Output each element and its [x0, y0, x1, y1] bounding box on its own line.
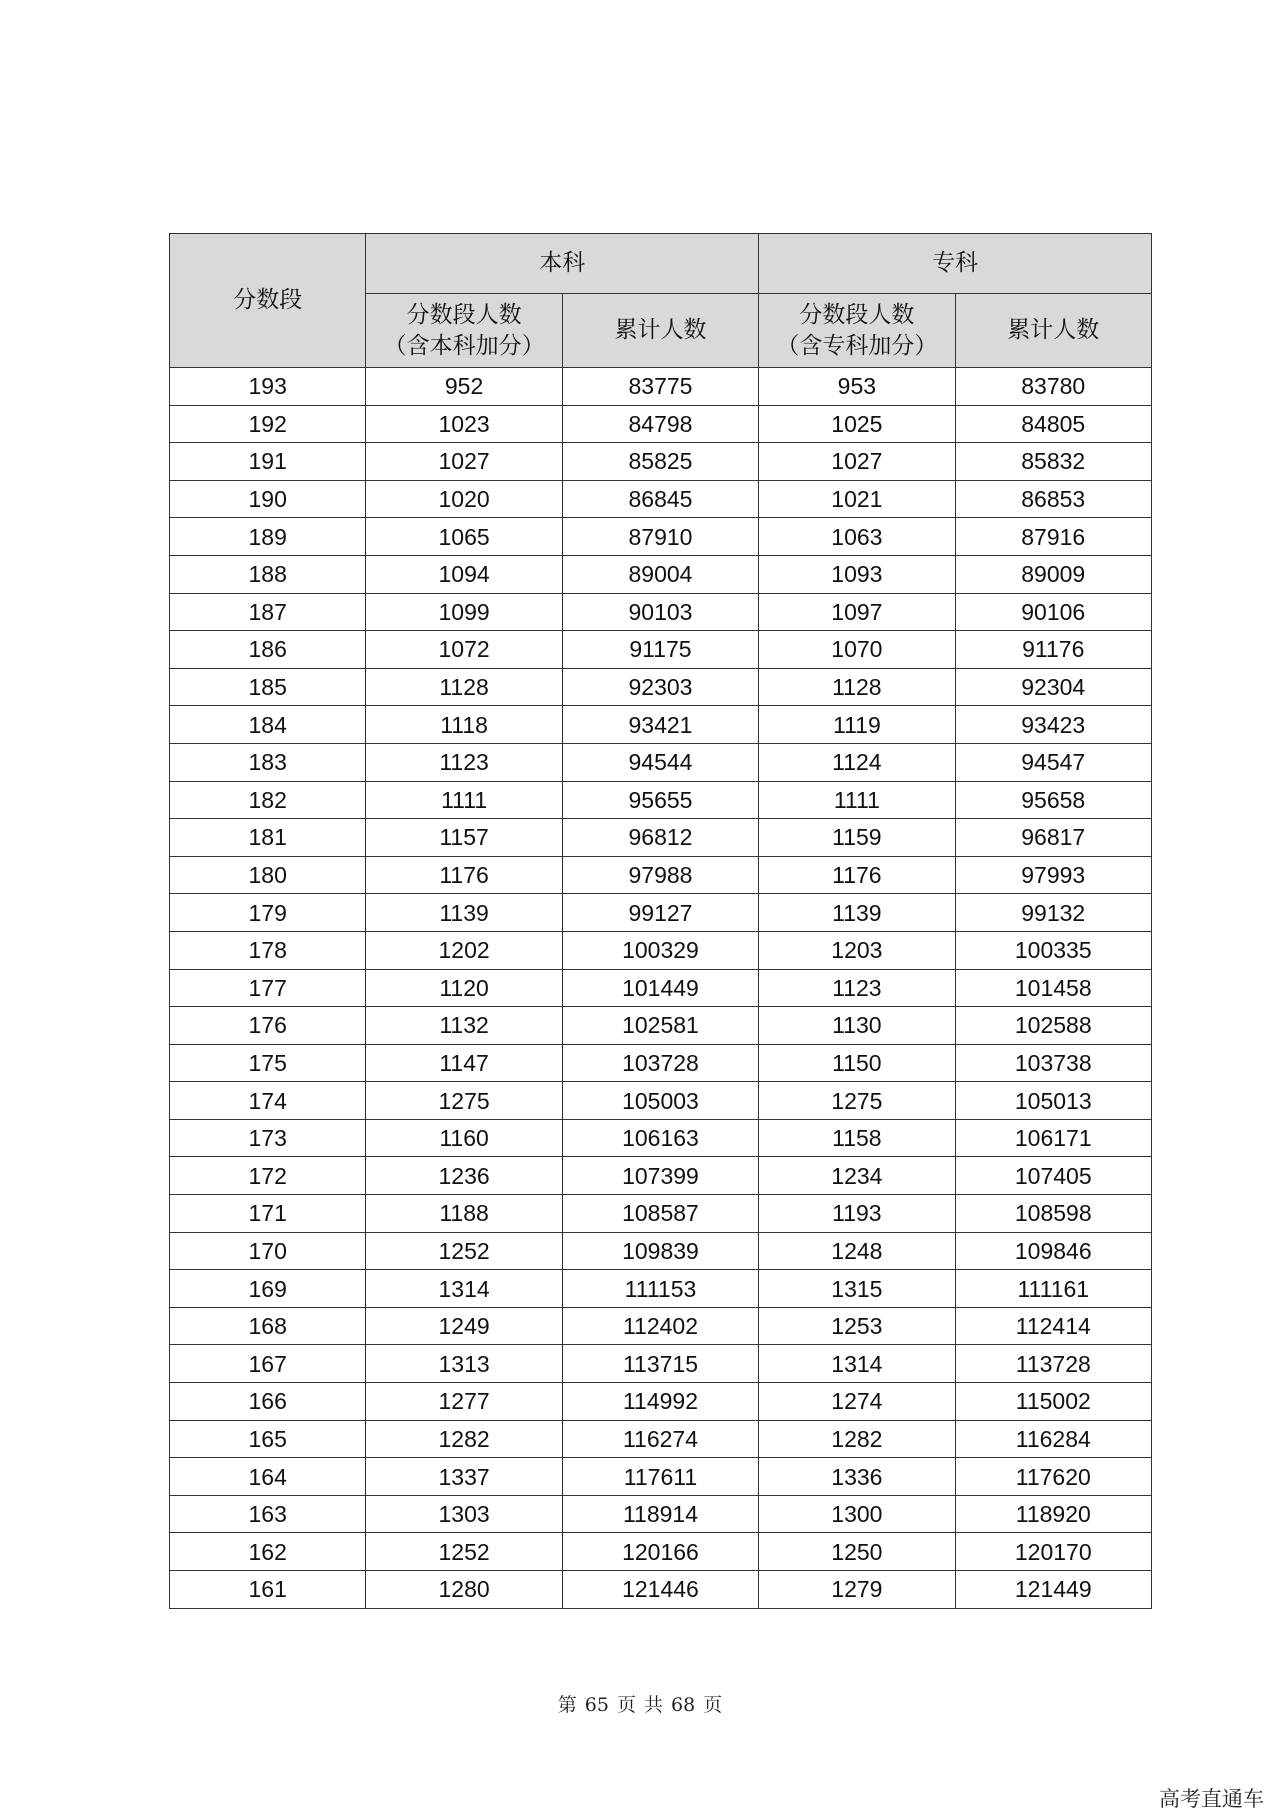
zhuanke-count-cell: 1203: [759, 931, 955, 969]
score-cell: 166: [170, 1383, 366, 1421]
benke-cumulative-cell: 112402: [562, 1307, 758, 1345]
benke-count-cell: 1157: [366, 819, 562, 857]
score-cell: 184: [170, 706, 366, 744]
table-row: [170, 856, 1152, 894]
benke-cumulative-cell: 100329: [562, 931, 758, 969]
benke-count-cell: 1072: [366, 631, 562, 669]
table-row: [170, 368, 1152, 406]
score-cell: 191: [170, 443, 366, 481]
benke-count-cell: 1280: [366, 1571, 562, 1609]
benke-cumulative-cell: 121446: [562, 1571, 758, 1609]
score-cell: 185: [170, 668, 366, 706]
zhuanke-cumulative-cell: 120170: [955, 1533, 1151, 1571]
table-row: [170, 969, 1152, 1007]
zhuanke-count-cell: 1097: [759, 593, 955, 631]
zhuanke-cumulative-cell: 111161: [955, 1270, 1151, 1308]
benke-cumulative-cell: 87910: [562, 518, 758, 556]
zhuanke-cumulative-cell: 103738: [955, 1044, 1151, 1082]
score-cell: 170: [170, 1232, 366, 1270]
table-row: [170, 1270, 1152, 1308]
score-cell: 169: [170, 1270, 366, 1308]
zhuanke-count-cell: 1150: [759, 1044, 955, 1082]
score-cell: 183: [170, 743, 366, 781]
header-benke-cumulative: 累计人数: [562, 294, 758, 368]
benke-count-cell: 1275: [366, 1082, 562, 1120]
benke-count-cell: 1094: [366, 555, 562, 593]
header-benke-count-line1: 分数段人数: [406, 301, 522, 328]
benke-count-cell: 1303: [366, 1495, 562, 1533]
score-cell: 192: [170, 405, 366, 443]
header-score-segment: 分数段: [170, 234, 366, 368]
benke-count-cell: 1020: [366, 480, 562, 518]
table-row: [170, 1495, 1152, 1533]
zhuanke-cumulative-cell: 109846: [955, 1232, 1151, 1270]
benke-cumulative-cell: 113715: [562, 1345, 758, 1383]
benke-cumulative-cell: 103728: [562, 1044, 758, 1082]
zhuanke-count-cell: 1158: [759, 1119, 955, 1157]
zhuanke-cumulative-cell: 86853: [955, 480, 1151, 518]
zhuanke-cumulative-cell: 92304: [955, 668, 1151, 706]
table-body: [170, 368, 1152, 1609]
zhuanke-cumulative-cell: 113728: [955, 1345, 1151, 1383]
benke-cumulative-cell: 85825: [562, 443, 758, 481]
benke-cumulative-cell: 108587: [562, 1195, 758, 1233]
table-row: [170, 1383, 1152, 1421]
header-benke-count: [366, 294, 562, 368]
score-cell: 163: [170, 1495, 366, 1533]
benke-cumulative-cell: 106163: [562, 1119, 758, 1157]
zhuanke-count-cell: 1025: [759, 405, 955, 443]
benke-count-cell: 1123: [366, 743, 562, 781]
table-row: [170, 1232, 1152, 1270]
table-row: [170, 706, 1152, 744]
score-cell: 181: [170, 819, 366, 857]
score-cell: 161: [170, 1571, 366, 1609]
benke-count-cell: 1337: [366, 1458, 562, 1496]
score-cell: 177: [170, 969, 366, 1007]
footer-ye: 页: [616, 1694, 636, 1716]
score-cell: 176: [170, 1007, 366, 1045]
score-cell: 172: [170, 1157, 366, 1195]
benke-count-cell: 1277: [366, 1383, 562, 1421]
footer-di: 第: [557, 1694, 577, 1716]
benke-cumulative-cell: 117611: [562, 1458, 758, 1496]
header-zhuanke: 专科: [759, 234, 1152, 294]
zhuanke-count-cell: 1248: [759, 1232, 955, 1270]
zhuanke-count-cell: 1253: [759, 1307, 955, 1345]
table-row: [170, 405, 1152, 443]
benke-count-cell: 1118: [366, 706, 562, 744]
benke-cumulative-cell: 90103: [562, 593, 758, 631]
score-cell: 167: [170, 1345, 366, 1383]
score-cell: 178: [170, 931, 366, 969]
zhuanke-count-cell: 1111: [759, 781, 955, 819]
table-row: [170, 1044, 1152, 1082]
score-cell: 175: [170, 1044, 366, 1082]
header-benke: 本科: [366, 234, 759, 294]
zhuanke-count-cell: 1063: [759, 518, 955, 556]
zhuanke-count-cell: 1250: [759, 1533, 955, 1571]
table-row: [170, 931, 1152, 969]
header-zhuanke-cumulative: 累计人数: [955, 294, 1151, 368]
score-cell: 193: [170, 368, 366, 406]
table-row: [170, 819, 1152, 857]
benke-count-cell: 1282: [366, 1420, 562, 1458]
benke-count-cell: 1139: [366, 894, 562, 932]
score-cell: 174: [170, 1082, 366, 1120]
benke-cumulative-cell: 93421: [562, 706, 758, 744]
benke-count-cell: 1023: [366, 405, 562, 443]
benke-count-cell: 1249: [366, 1307, 562, 1345]
benke-count-cell: 1120: [366, 969, 562, 1007]
table-row: [170, 1007, 1152, 1045]
benke-count-cell: 1202: [366, 931, 562, 969]
score-cell: 165: [170, 1420, 366, 1458]
table-row: [170, 631, 1152, 669]
zhuanke-cumulative-cell: 117620: [955, 1458, 1151, 1496]
zhuanke-count-cell: 1176: [759, 856, 955, 894]
zhuanke-cumulative-cell: 107405: [955, 1157, 1151, 1195]
benke-count-cell: 1111: [366, 781, 562, 819]
benke-cumulative-cell: 92303: [562, 668, 758, 706]
table-header: [170, 234, 1152, 368]
zhuanke-count-cell: 1123: [759, 969, 955, 1007]
benke-count-cell: 1236: [366, 1157, 562, 1195]
zhuanke-count-cell: 1128: [759, 668, 955, 706]
benke-cumulative-cell: 94544: [562, 743, 758, 781]
table-row: [170, 480, 1152, 518]
footer-ye-end: 页: [703, 1694, 723, 1716]
benke-count-cell: 1132: [366, 1007, 562, 1045]
benke-count-cell: 1160: [366, 1119, 562, 1157]
score-cell: 168: [170, 1307, 366, 1345]
zhuanke-count-cell: 1027: [759, 443, 955, 481]
zhuanke-count-cell: 1070: [759, 631, 955, 669]
benke-count-cell: 1128: [366, 668, 562, 706]
benke-cumulative-cell: 97988: [562, 856, 758, 894]
benke-cumulative-cell: 86845: [562, 480, 758, 518]
benke-cumulative-cell: 95655: [562, 781, 758, 819]
zhuanke-cumulative-cell: 115002: [955, 1383, 1151, 1421]
zhuanke-cumulative-cell: 95658: [955, 781, 1151, 819]
score-distribution-table: [169, 233, 1152, 1609]
zhuanke-count-cell: 1234: [759, 1157, 955, 1195]
score-cell: 188: [170, 555, 366, 593]
score-cell: 190: [170, 480, 366, 518]
table-row: [170, 1157, 1152, 1195]
zhuanke-cumulative-cell: 121449: [955, 1571, 1151, 1609]
benke-cumulative-cell: 83775: [562, 368, 758, 406]
table-row: [170, 1119, 1152, 1157]
zhuanke-cumulative-cell: 93423: [955, 706, 1151, 744]
score-cell: 173: [170, 1119, 366, 1157]
zhuanke-cumulative-cell: 94547: [955, 743, 1151, 781]
benke-count-cell: 1065: [366, 518, 562, 556]
zhuanke-cumulative-cell: 90106: [955, 593, 1151, 631]
benke-cumulative-cell: 109839: [562, 1232, 758, 1270]
zhuanke-cumulative-cell: 85832: [955, 443, 1151, 481]
zhuanke-count-cell: 1139: [759, 894, 955, 932]
table-row: [170, 518, 1152, 556]
score-cell: 186: [170, 631, 366, 669]
score-cell: 171: [170, 1195, 366, 1233]
zhuanke-count-cell: 1314: [759, 1345, 955, 1383]
benke-cumulative-cell: 101449: [562, 969, 758, 1007]
score-cell: 187: [170, 593, 366, 631]
benke-count-cell: 1252: [366, 1232, 562, 1270]
benke-cumulative-cell: 120166: [562, 1533, 758, 1571]
table-row: [170, 1307, 1152, 1345]
footer-total-pages: 68: [671, 1694, 696, 1716]
table-row: [170, 443, 1152, 481]
table-row: [170, 555, 1152, 593]
benke-cumulative-cell: 99127: [562, 894, 758, 932]
zhuanke-cumulative-cell: 87916: [955, 518, 1151, 556]
benke-cumulative-cell: 107399: [562, 1157, 758, 1195]
benke-cumulative-cell: 102581: [562, 1007, 758, 1045]
score-cell: 182: [170, 781, 366, 819]
zhuanke-cumulative-cell: 100335: [955, 931, 1151, 969]
benke-cumulative-cell: 105003: [562, 1082, 758, 1120]
table-row: [170, 1345, 1152, 1383]
zhuanke-cumulative-cell: 91176: [955, 631, 1151, 669]
zhuanke-cumulative-cell: 105013: [955, 1082, 1151, 1120]
zhuanke-cumulative-cell: 108598: [955, 1195, 1151, 1233]
score-cell: 180: [170, 856, 366, 894]
score-cell: 164: [170, 1458, 366, 1496]
table-row: [170, 1458, 1152, 1496]
footer-current-page: 65: [584, 1694, 609, 1716]
benke-cumulative-cell: 116274: [562, 1420, 758, 1458]
benke-count-cell: 1188: [366, 1195, 562, 1233]
zhuanke-count-cell: 1093: [759, 555, 955, 593]
zhuanke-cumulative-cell: 102588: [955, 1007, 1151, 1045]
table-row: [170, 743, 1152, 781]
zhuanke-count-cell: 1193: [759, 1195, 955, 1233]
zhuanke-count-cell: 1336: [759, 1458, 955, 1496]
benke-count-cell: 1176: [366, 856, 562, 894]
benke-count-cell: 1313: [366, 1345, 562, 1383]
benke-count-cell: 1147: [366, 1044, 562, 1082]
zhuanke-count-cell: 1130: [759, 1007, 955, 1045]
header-zhuanke-count: [759, 294, 955, 368]
table-row: [170, 668, 1152, 706]
score-cell: 162: [170, 1533, 366, 1571]
benke-count-cell: 952: [366, 368, 562, 406]
zhuanke-cumulative-cell: 84805: [955, 405, 1151, 443]
zhuanke-count-cell: 1275: [759, 1082, 955, 1120]
table-row: [170, 1571, 1152, 1609]
zhuanke-count-cell: 1124: [759, 743, 955, 781]
zhuanke-cumulative-cell: 118920: [955, 1495, 1151, 1533]
benke-cumulative-cell: 96812: [562, 819, 758, 857]
zhuanke-cumulative-cell: 89009: [955, 555, 1151, 593]
zhuanke-count-cell: 1300: [759, 1495, 955, 1533]
table-row: [170, 1420, 1152, 1458]
zhuanke-cumulative-cell: 101458: [955, 969, 1151, 1007]
benke-cumulative-cell: 118914: [562, 1495, 758, 1533]
header-zhuanke-count-line2: （含专科加分）: [776, 332, 938, 359]
table-row: [170, 894, 1152, 932]
header-zhuanke-count-line1: 分数段人数: [799, 301, 915, 328]
benke-cumulative-cell: 111153: [562, 1270, 758, 1308]
footer-gong: 共: [644, 1694, 664, 1716]
zhuanke-count-cell: 953: [759, 368, 955, 406]
zhuanke-cumulative-cell: 97993: [955, 856, 1151, 894]
zhuanke-count-cell: 1119: [759, 706, 955, 744]
zhuanke-count-cell: 1159: [759, 819, 955, 857]
zhuanke-cumulative-cell: 106171: [955, 1119, 1151, 1157]
benke-cumulative-cell: 89004: [562, 555, 758, 593]
benke-count-cell: 1099: [366, 593, 562, 631]
watermark-text: 高考直通车: [1159, 1787, 1264, 1811]
benke-count-cell: 1027: [366, 443, 562, 481]
table-row: [170, 593, 1152, 631]
zhuanke-cumulative-cell: 116284: [955, 1420, 1151, 1458]
page-number-footer: [0, 1690, 1280, 1717]
benke-cumulative-cell: 114992: [562, 1383, 758, 1421]
zhuanke-count-cell: 1315: [759, 1270, 955, 1308]
table-row: [170, 1195, 1152, 1233]
zhuanke-count-cell: 1021: [759, 480, 955, 518]
table-row: [170, 1533, 1152, 1571]
benke-count-cell: 1252: [366, 1533, 562, 1571]
score-cell: 179: [170, 894, 366, 932]
zhuanke-cumulative-cell: 112414: [955, 1307, 1151, 1345]
zhuanke-cumulative-cell: 83780: [955, 368, 1151, 406]
benke-cumulative-cell: 91175: [562, 631, 758, 669]
zhuanke-count-cell: 1282: [759, 1420, 955, 1458]
zhuanke-cumulative-cell: 96817: [955, 819, 1151, 857]
benke-cumulative-cell: 84798: [562, 405, 758, 443]
zhuanke-cumulative-cell: 99132: [955, 894, 1151, 932]
zhuanke-count-cell: 1279: [759, 1571, 955, 1609]
zhuanke-count-cell: 1274: [759, 1383, 955, 1421]
table-row: [170, 781, 1152, 819]
header-benke-count-line2: （含本科加分）: [383, 332, 545, 359]
table-row: [170, 1082, 1152, 1120]
score-cell: 189: [170, 518, 366, 556]
benke-count-cell: 1314: [366, 1270, 562, 1308]
